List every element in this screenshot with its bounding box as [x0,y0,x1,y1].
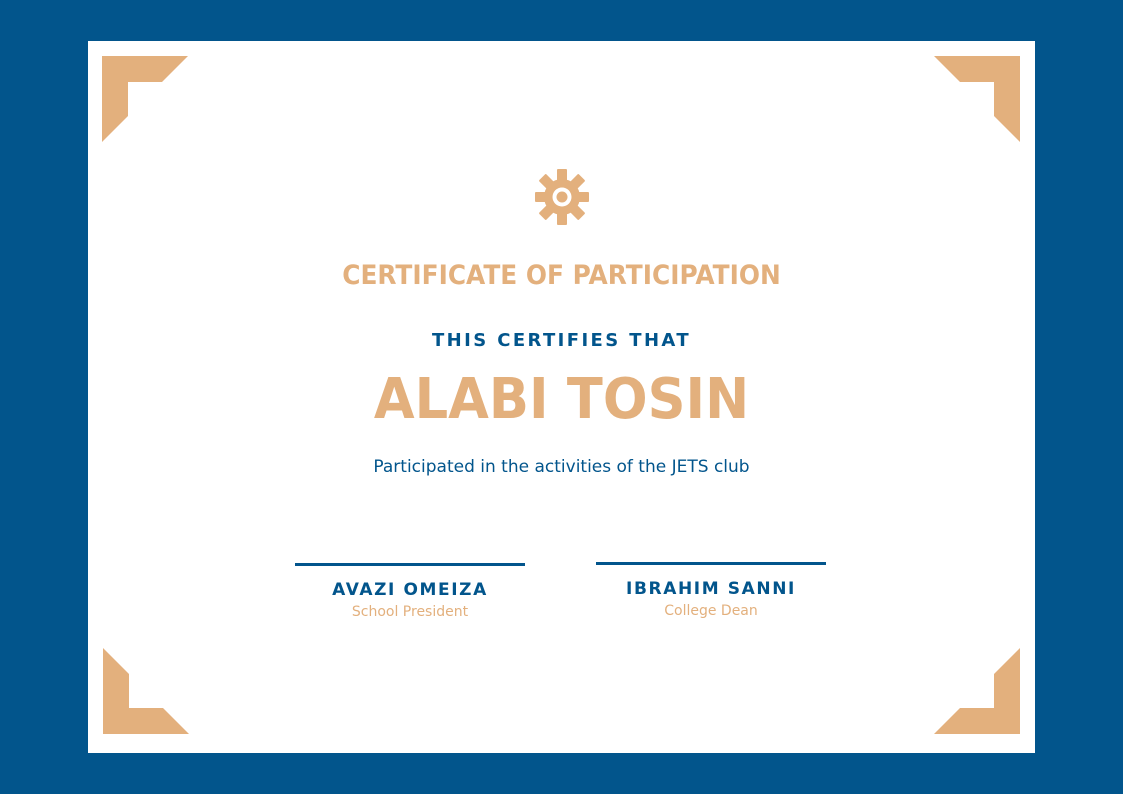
corner-ornament-bottom-left [103,648,189,734]
participation-description: Participated in the activities of the JETS club [373,457,750,477]
corner-ornament-top-left [102,56,188,142]
corner-ornament-top-right [934,56,1020,142]
certifies-that-heading: THIS CERTIFIES THAT [431,330,692,351]
signature-line [596,562,826,565]
signatory-name: IBRAHIM SANNI [626,579,796,599]
signature-block-dean [596,562,826,619]
certificate-title: CERTIFICATE OF PARTICIPATION [342,260,781,291]
signatory-role: College Dean [664,603,758,619]
signature-line [295,563,525,566]
corner-ornament-bottom-right [934,648,1020,734]
signatory-name: AVAZI OMEIZA [332,580,488,600]
signature-block-president [295,563,525,620]
signatory-role: School President [351,604,469,620]
certificate-card [88,41,1035,753]
recipient-name: ALABI TOSIN [373,367,750,432]
gear-icon [534,168,590,226]
